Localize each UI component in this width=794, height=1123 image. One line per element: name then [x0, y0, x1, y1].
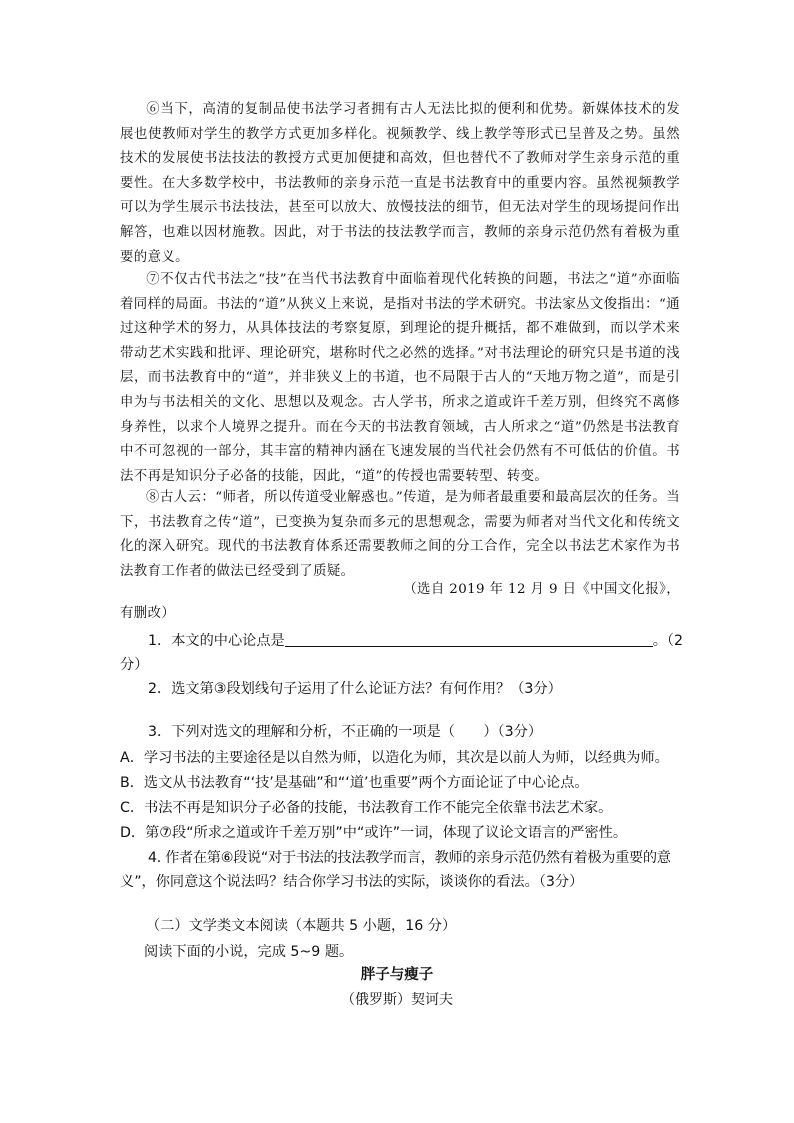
- question-4-cont: 义”，你同意这个说法吗？结合你学习书法的实际，谈谈你的看法。（3分）: [120, 874, 584, 890]
- question-1: 1．本文的中心论点是 。（2: [120, 628, 700, 654]
- answer-blank[interactable]: [285, 630, 653, 647]
- paragraph-8: ⑧古人云：“师者，所以传道受业解惑也。”传道，是为师者最重要和最高层次的任务。当下，书法教育之传“道”，已变换为复杂而多元的思想观念，需要为师者对当代文化和传统文化的深入研究。现代的书法教育体系还需要教师之间的分工合作，完全以书法艺术家作为书法教育工作者的做法已经受到了质疑。: [120, 490, 680, 579]
- paragraph-7: ⑦不仅古代书法之“技”在当代书法教育中面临着现代化转换的问题，书法之“道”亦面临着同样的局面。书法的“道”从狭义上来说，是指对书法的学术研究。书法家丛文俊指出：“通过这种学术的努力，从具体技法的考察复原，到理论的提升概括，都不难做到，而以学术来带动艺术实践和批评、理论研究，堪称时代之必然的选择。”对书法理论的研究只是书道的浅层，而书法教育中的“道”，并非狭义上的书道，也不局限于古人的“天地万物之道”，而是引申为与书法相关的文化、思想以及观念。古人学书，所求之道或许千差万别，但终究不离修身养性，以求个人境界之提升。而在今天的书法教育领域，古人所求之“道”仍然是书法教育中不可忽视的一部分，其丰富的精神内涵在飞速发展的当代社会仍然有不可低估的价值。书法不再是知识分子必备的技能，因此，“道”的传授也需要转型、转变。: [120, 272, 680, 484]
- source-citation-cont: 有删改）: [120, 606, 176, 621]
- question-3: 3．下列对选文的理解和分析，不正确的一项是（ ）（3分）: [148, 724, 543, 740]
- section-2-heading: （二）文学类文本阅读（本题共 5 小题，16 分）: [146, 918, 457, 934]
- section-2-instruction: 阅读下面的小说，完成 5~9 题。: [144, 944, 354, 960]
- question-3-option-a: A．学习书法的主要途径是以自然为师，以造化为师，其次是以前人为师，以经典为师。: [120, 750, 669, 766]
- story-title: 胖子与瘦子: [360, 967, 434, 983]
- question-3-option-d: D．第⑦段“所求之道或许千差万别”中“或许”一词，体现了议论文语言的严密性。: [120, 825, 628, 841]
- source-citation: （选自 2019 年 12 月 9 日《中国文化报》，: [403, 582, 680, 597]
- story-author: （俄罗斯）契诃夫: [341, 992, 453, 1008]
- question-3-option-b: B．选文从书法教育“‘技’是基础”和“‘道’也重要”两个方面论证了中心论点。: [120, 775, 589, 791]
- question-2: 2．选文第③段划线句子运用了什么论证方法？有何作用？（3分）: [148, 681, 562, 697]
- paragraph-6: ⑥当下，高清的复制品使书法学习者拥有古人无法比拟的便利和优势。新媒体技术的发展也使教师对学生的教学方式更加多样化。视频教学、线上教学等形式已呈普及之势。虽然技术的发展使书法技法的教授方式更加便捷和高效，但也替代不了教师对学生亲身示范的重要性。在大多数学校中，书法教师的亲身示范一直是书法教育中的重要内容。虽然视频教学可以为学生展示书法技法，甚至可以放大、放慢技法的细节，但无法对学生的现场提问作出解答，也难以因材施教。因此，对于书法的技法教学而言，教师的亲身示范仍然有着极为重要的意义。: [120, 102, 680, 265]
- question-1-cont: 分）: [120, 657, 149, 673]
- question-3-option-c: C．书法不再是知识分子必备的技能，书法教育工作不能完全依靠书法艺术家。: [120, 800, 613, 816]
- question-4: 4. 作者在第⑥段说“对于书法的技法教学而言，教师的亲身示范仍然有着极为重要的意: [148, 850, 671, 866]
